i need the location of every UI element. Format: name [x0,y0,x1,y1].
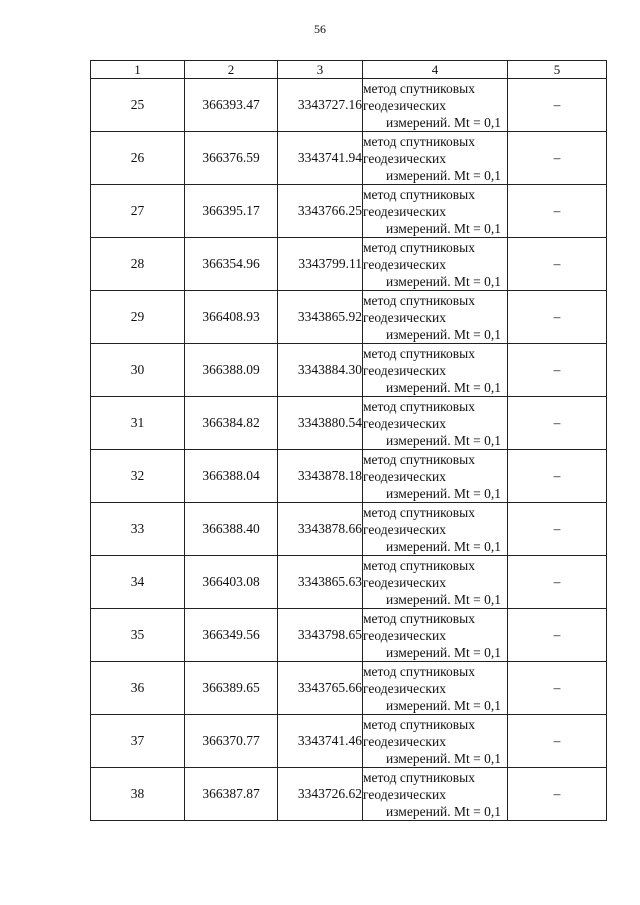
method-line-1: метод спутниковых [363,451,475,467]
method-cell [363,132,508,185]
coordinate-x: 366354.96 [185,238,278,291]
method-cell [363,397,508,450]
header-col-3: 3 [278,61,363,79]
header-col-5: 5 [508,61,607,79]
coordinate-y: 3343884.30 [278,344,363,397]
column-5-value: – [508,662,607,715]
coordinates-table [90,60,607,821]
method-line-3: измерений. Mt = 0,1 [385,538,501,554]
point-number: 30 [91,344,185,397]
table-row [91,609,607,662]
method-line-3: измерений. Mt = 0,1 [385,697,501,713]
method-line-3: измерений. Mt = 0,1 [385,220,501,236]
point-number: 31 [91,397,185,450]
method-line-1: метод спутниковых [363,186,475,202]
header-col-1: 1 [91,61,185,79]
method-line-2: геодезических [363,362,446,378]
method-line-1: метод спутниковых [363,133,475,149]
method-cell [363,291,508,344]
method-line-2: геодезических [363,786,446,802]
method-line-3: измерений. Mt = 0,1 [385,379,501,395]
method-cell [363,556,508,609]
table-row [91,397,607,450]
point-number: 29 [91,291,185,344]
coordinate-x: 366408.93 [185,291,278,344]
method-line-1: метод спутниковых [363,716,475,732]
coordinate-y: 3343799.11 [278,238,363,291]
coordinate-x: 366388.09 [185,344,278,397]
column-5-value: – [508,768,607,821]
coordinate-x: 366376.59 [185,132,278,185]
method-cell [363,450,508,503]
method-line-3: измерений. Mt = 0,1 [385,432,501,448]
coordinate-y: 3343878.66 [278,503,363,556]
table-header-row [91,61,607,79]
column-5-value: – [508,291,607,344]
method-line-3: измерений. Mt = 0,1 [385,114,501,130]
coordinate-y: 3343741.94 [278,132,363,185]
point-number: 26 [91,132,185,185]
table-row [91,344,607,397]
method-cell [363,238,508,291]
coordinate-x: 366384.82 [185,397,278,450]
coordinate-y: 3343880.54 [278,397,363,450]
method-line-2: геодезических [363,521,446,537]
coordinate-x: 366403.08 [185,556,278,609]
method-line-1: метод спутниковых [363,504,475,520]
table-row [91,185,607,238]
coordinate-x: 366370.77 [185,715,278,768]
table-row [91,238,607,291]
method-line-2: геодезических [363,680,446,696]
coordinate-y: 3343798.65 [278,609,363,662]
method-line-1: метод спутниковых [363,292,475,308]
page-number: 56 [314,22,326,36]
method-line-3: измерений. Mt = 0,1 [385,644,501,660]
header-col-2: 2 [185,61,278,79]
column-5-value: – [508,450,607,503]
coordinate-y: 3343765.66 [278,662,363,715]
point-number: 36 [91,662,185,715]
column-5-value: – [508,556,607,609]
coordinate-x: 366393.47 [185,79,278,132]
table-row [91,503,607,556]
method-line-1: метод спутниковых [363,398,475,414]
point-number: 28 [91,238,185,291]
method-line-2: геодезических [363,256,446,272]
coordinate-y: 3343766.25 [278,185,363,238]
column-5-value: – [508,503,607,556]
point-number: 33 [91,503,185,556]
column-5-value: – [508,397,607,450]
table-row [91,715,607,768]
method-line-1: метод спутниковых [363,239,475,255]
point-number: 34 [91,556,185,609]
header-col-4: 4 [363,61,508,79]
table-row [91,556,607,609]
method-line-1: метод спутниковых [363,610,475,626]
method-line-1: метод спутниковых [363,663,475,679]
column-5-value: – [508,185,607,238]
column-5-value: – [508,715,607,768]
method-line-2: геодезических [363,415,446,431]
method-line-2: геодезических [363,150,446,166]
coordinate-y: 3343865.92 [278,291,363,344]
method-line-3: измерений. Mt = 0,1 [385,750,501,766]
coordinate-x: 366395.17 [185,185,278,238]
table-row [91,291,607,344]
coordinate-y: 3343726.62 [278,768,363,821]
coordinate-y: 3343741.46 [278,715,363,768]
column-5-value: – [508,238,607,291]
method-line-3: измерений. Mt = 0,1 [385,273,501,289]
point-number: 25 [91,79,185,132]
method-line-2: геодезических [363,203,446,219]
coordinate-x: 366388.04 [185,450,278,503]
point-number: 32 [91,450,185,503]
method-line-3: измерений. Mt = 0,1 [385,591,501,607]
method-line-2: геодезических [363,574,446,590]
method-line-2: геодезических [363,309,446,325]
coordinate-x: 366349.56 [185,609,278,662]
method-cell [363,662,508,715]
method-line-3: измерений. Mt = 0,1 [385,485,501,501]
method-line-1: метод спутниковых [363,345,475,361]
method-cell [363,715,508,768]
column-5-value: – [508,344,607,397]
coordinate-y: 3343878.18 [278,450,363,503]
method-line-3: измерений. Mt = 0,1 [385,803,501,819]
method-line-2: геодезических [363,733,446,749]
method-line-1: метод спутниковых [363,769,475,785]
coordinate-x: 366387.87 [185,768,278,821]
table-row [91,132,607,185]
method-line-1: метод спутниковых [363,80,475,96]
point-number: 38 [91,768,185,821]
point-number: 27 [91,185,185,238]
method-line-2: геодезических [363,468,446,484]
method-cell [363,344,508,397]
method-cell [363,503,508,556]
coordinate-y: 3343865.63 [278,556,363,609]
table-row [91,79,607,132]
point-number: 37 [91,715,185,768]
point-number: 35 [91,609,185,662]
table-row [91,662,607,715]
method-line-2: геодезических [363,627,446,643]
column-5-value: – [508,132,607,185]
table-row [91,450,607,503]
method-line-3: измерений. Mt = 0,1 [385,167,501,183]
table-row [91,768,607,821]
coordinate-y: 3343727.16 [278,79,363,132]
coordinate-x: 366389.65 [185,662,278,715]
method-line-1: метод спутниковых [363,557,475,573]
method-cell [363,185,508,238]
method-line-2: геодезических [363,97,446,113]
column-5-value: – [508,609,607,662]
method-cell [363,79,508,132]
method-cell [363,609,508,662]
method-cell [363,768,508,821]
column-5-value: – [508,79,607,132]
coordinate-x: 366388.40 [185,503,278,556]
method-line-3: измерений. Mt = 0,1 [385,326,501,342]
